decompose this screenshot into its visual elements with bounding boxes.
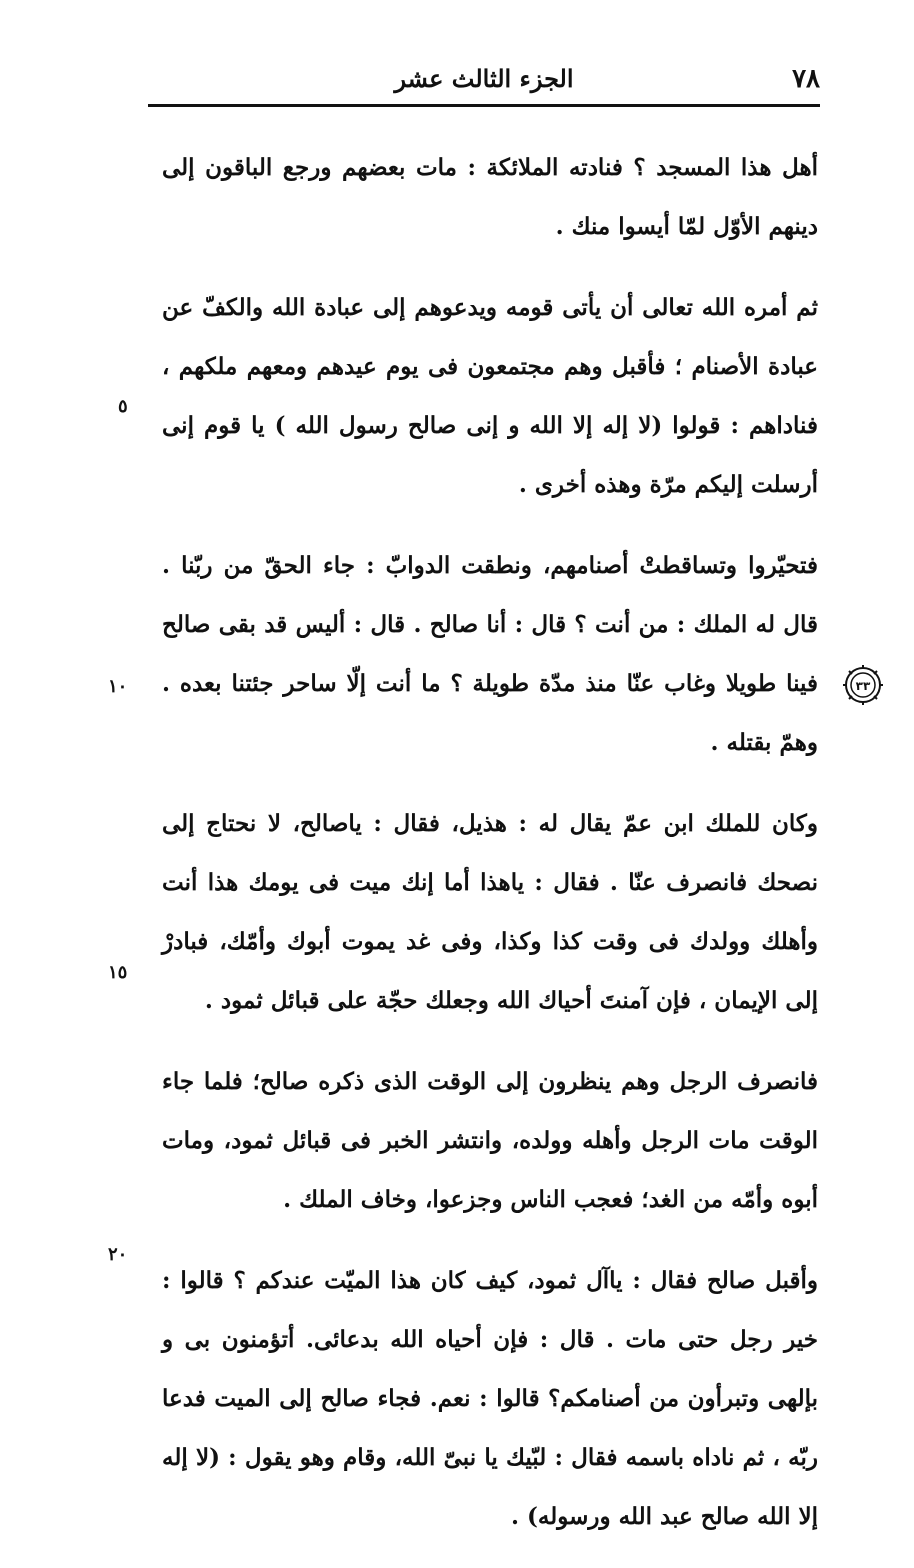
ornament-number: ٣٣ — [855, 679, 871, 693]
paragraph: فانصرف الرجل وهم ينظرون إلى الوقت الذى ذكره صالح؛ فلما جاء الوقت مات الرجل وأهله وولده، وانتشر الخبر فى قبائل ثمود، ومات أبوه وأمّه من الغد؛ فعجب الناس وجزعوا، وخاف الملك . — [162, 1068, 818, 1213]
paragraph: وأقبل صالح فقال : ياآل ثمود، كيف كان هذا الميّت عندكم ؟ قالوا : خير رجل حتى مات . قال : فإن أحياه الله بدعائى. أتؤمنون بى و بإلهى وتبرأون من أصنامكم؟ قالوا : نعم. فجاء صالح إلى الميت فدعا ربّه ، ثم ناداه باسمه فقال : لبّيك يا نبىّ الله، وقام وهو يقول : (لا إله إلا الله صالح عبد الله ورسوله) . — [162, 1267, 818, 1530]
line-number-10: ١٠ — [108, 676, 128, 697]
paragraph: ثم أمره الله تعالى أن يأتى قومه ويدعوهم إلى عبادة الله والكفّ عن عبادة الأصنام ؛ فأقبل وهم مجتمعون فى يوم عيدهم ومعهم ملكهم ، فناداهم : قولوا (لا إله إلا الله و إنى صالح رسول الله ) يا قوم إنى أرسلت إليكم مرّة وهذه أخرى . — [162, 294, 818, 498]
running-header — [148, 60, 820, 100]
paragraph: فتحيّروا وتساقطتْ أصنامهم، ونطقت الدوابّ : جاء الحقّ من ربّنا . قال له الملك : من أنت ؟ قال : أنا صالح . قال : أليس قد بقى صالح فينا طويلا وغاب عنّا منذ مدّة طويلة ؟ ما أنت إلّا ساحر جئتنا بعده . وهمّ بقتله . — [162, 552, 818, 756]
header-rule — [148, 104, 820, 107]
line-number-20: ٢٠ — [108, 1244, 128, 1265]
paragraph: وكان للملك ابن عمّ يقال له : هذيل، فقال : ياصالح، لا نحتاج إلى نصحك فانصرف عنّا . فقال : ياهذا أما إنك ميت فى يومك هذا أنت وأهلك وولدك فى وقت كذا وكذا، وفى غد يموت أبوك وأمّك، فبادرْ إلى الإيمان ، فإن آمنتَ أحياك الله وجعلك حجّة على قبائل ثمود . — [162, 810, 818, 1014]
ornament-icon — [842, 664, 884, 706]
line-number-5: ٥ — [118, 396, 128, 417]
chapter-title: الجزء الثالث عشر — [394, 64, 574, 93]
line-number-15: ١٥ — [108, 962, 128, 983]
paragraph: أهل هذا المسجد ؟ فنادته الملائكة : مات بعضهم ورجع الباقون إلى دينهم الأوّل لمّا أيسوا منك . — [162, 154, 818, 240]
page-number: ٧٨ — [792, 64, 820, 94]
